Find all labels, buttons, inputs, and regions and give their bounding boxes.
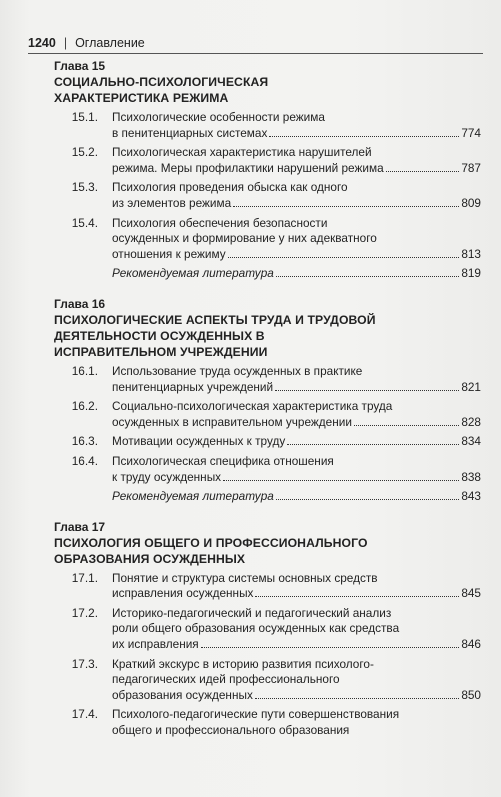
recommended-literature-line: [112, 489, 481, 505]
section-number: 15.1.: [71, 110, 98, 124]
recommended-literature: [112, 489, 481, 505]
page-ref: 834: [461, 434, 481, 449]
recommended-literature-entry[interactable]: [54, 489, 481, 505]
section-title-last-line: [112, 434, 481, 450]
section-title: [112, 364, 481, 395]
section-title-line: образования осужденных: [112, 687, 253, 702]
section-title-line: осужденных в исправительном учреждении: [112, 414, 352, 429]
section-title-line: педагогических идей профессионального: [112, 672, 340, 687]
dot-leader: [201, 647, 460, 648]
section-title-line: Психологическая характеристика нарушителей: [112, 145, 372, 160]
section-title-line: Психология обеспечения безопасности: [112, 215, 328, 230]
section-number: 15.3.: [71, 180, 98, 195]
section-title: [112, 399, 481, 430]
dot-leader: [354, 425, 459, 426]
section-title: [112, 707, 481, 738]
dot-leader: [233, 206, 459, 207]
page-ref: 838: [461, 469, 481, 484]
header-rule: [28, 53, 483, 54]
section-title-line: отношения к режиму: [112, 246, 226, 261]
section-title-line: исправления осужденных: [112, 586, 254, 601]
page-ref: 787: [461, 160, 481, 175]
dot-leader: [276, 276, 459, 277]
section-number: 17.2.: [71, 605, 98, 620]
chapter-section: [54, 58, 481, 282]
section-number: 15.4.: [71, 215, 98, 230]
recommended-literature-label: Рекомендуемая литература: [112, 266, 274, 281]
section-title-line: Краткий экскурс в историю развития психолого-: [112, 656, 374, 671]
section-title: [112, 180, 481, 211]
page-ref: 774: [461, 125, 481, 140]
section-title-line: роли общего образования осужденных как средства: [112, 621, 400, 636]
section-title-last-line: [112, 415, 481, 431]
section-title: [112, 216, 481, 263]
section-title: [112, 657, 481, 704]
dot-leader: [386, 171, 460, 172]
section-title: [112, 434, 481, 450]
section-title: [112, 145, 481, 176]
toc-entry[interactable]: [54, 110, 481, 141]
section-title-line: Психологические особенности режима: [112, 110, 325, 124]
page-ref: 813: [461, 246, 481, 261]
section-number: 16.1.: [71, 363, 98, 378]
chapter-label: Глава 15: [54, 59, 106, 73]
dot-leader: [228, 257, 460, 258]
section-title-last-line: [112, 586, 481, 602]
section-title-last-line: [112, 688, 481, 704]
section-title-line: пенитенциарных учреждений: [112, 379, 274, 394]
dot-leader: [276, 499, 459, 500]
section-title-last-line: [112, 161, 481, 177]
section-number: 16.3.: [71, 434, 98, 449]
section-title-line: Мотивации осужденных к труду: [112, 434, 286, 449]
recommended-literature-line: [112, 266, 481, 282]
chapter-title: СОЦИАЛЬНО-ПСИХОЛОГИЧЕСКАЯ ХАРАКТЕРИСТИКА РЕЖИМА: [54, 75, 269, 105]
dot-leader: [269, 136, 459, 137]
section-title: [112, 571, 481, 602]
dot-leader: [223, 480, 459, 481]
section-title-line: Психологическая специфика отношения: [112, 453, 334, 468]
section-title-last-line: [112, 637, 481, 653]
recommended-literature-label: Рекомендуемая литература: [112, 489, 274, 504]
table-of-contents: [54, 58, 481, 753]
recommended-literature-entry[interactable]: [54, 266, 481, 282]
running-header: [28, 36, 481, 50]
toc-entry[interactable]: [54, 657, 481, 704]
dot-leader: [255, 596, 459, 597]
section-number: 16.2.: [71, 399, 98, 414]
section-title: [112, 454, 481, 485]
chapter-section: [54, 296, 481, 505]
chapter-section: [54, 519, 481, 739]
section-title-line: осужденных и формирование у них адекватного: [112, 231, 377, 246]
section-title-last-line: [112, 126, 481, 142]
section-title-line: их исправления: [112, 637, 199, 652]
section-title-line: Психология проведения обыска как одного: [112, 180, 348, 195]
running-title: Оглавление: [75, 36, 145, 50]
chapter-title: ПСИХОЛОГИЧЕСКИЕ АСПЕКТЫ ТРУДА И ТРУДОВОЙ ДЕЯТЕЛЬНОСТИ ОСУЖДЕННЫХ В ИСПРАВИТЕЛЬНОМ УЧРЕЖДЕНИИ: [54, 312, 376, 359]
section-number: 17.4.: [71, 707, 98, 722]
section-title-line: Психолого-педагогические пути совершенствования: [112, 707, 400, 722]
page-ref: 845: [461, 586, 481, 601]
section-title-line: общего и профессионального образования: [112, 723, 350, 738]
section-number: 17.3.: [71, 656, 98, 671]
page-number: 1240: [28, 36, 56, 50]
page-ref: 821: [461, 379, 481, 394]
header-separator: |: [63, 36, 68, 50]
section-title-line: Социально-психологическая характеристика труда: [112, 399, 393, 414]
section-title: [112, 606, 481, 653]
chapter-title: ПСИХОЛОГИЯ ОБЩЕГО И ПРОФЕССИОНАЛЬНОГО ОБРАЗОВАНИЯ ОСУЖДЕННЫХ: [54, 535, 368, 566]
toc-entry[interactable]: [54, 434, 481, 450]
section-number: 17.1.: [71, 570, 98, 585]
toc-entry[interactable]: [54, 707, 481, 738]
section-title-line: Использование труда осужденных в практике: [112, 363, 363, 378]
toc-entry[interactable]: [54, 399, 481, 430]
toc-entry[interactable]: [54, 364, 481, 395]
dot-leader: [275, 390, 459, 391]
dot-leader: [255, 698, 459, 699]
chapter-label: Глава 16: [54, 296, 106, 311]
section-title-line: к труду осужденных: [112, 469, 222, 484]
section-title-last-line: [112, 380, 481, 396]
section-title-line: из элементов режима: [112, 195, 232, 210]
section-title-line: Историко-педагогический и педагогический анализ: [112, 605, 392, 620]
section-title-line: в пенитенциарных системах: [112, 125, 268, 140]
page-ref: 828: [461, 414, 481, 429]
section-title: [112, 110, 481, 141]
toc-entry[interactable]: [54, 180, 481, 211]
section-title-line: режима. Меры профилактики нарушений режима: [112, 160, 384, 175]
recommended-literature: [112, 266, 481, 282]
page-ref: 819: [461, 266, 481, 281]
toc-entry[interactable]: [54, 145, 481, 176]
section-title-last-line: [112, 247, 481, 263]
section-number: 16.4.: [71, 453, 98, 468]
page-ref: 809: [461, 195, 481, 210]
section-title-last-line: [112, 470, 481, 486]
section-number: 15.2.: [71, 145, 98, 160]
page-ref: 843: [461, 489, 481, 504]
chapter-label: Глава 17: [54, 519, 106, 534]
toc-entry[interactable]: [54, 216, 481, 263]
section-title-line: Понятие и структура системы основных средств: [112, 570, 378, 585]
toc-entry[interactable]: [54, 606, 481, 653]
toc-entry[interactable]: [54, 454, 481, 485]
section-title-last-line: [112, 196, 481, 212]
page-ref: 846: [461, 637, 481, 652]
toc-entry[interactable]: [54, 571, 481, 602]
page-ref: 850: [461, 687, 481, 702]
dot-leader: [287, 444, 459, 445]
